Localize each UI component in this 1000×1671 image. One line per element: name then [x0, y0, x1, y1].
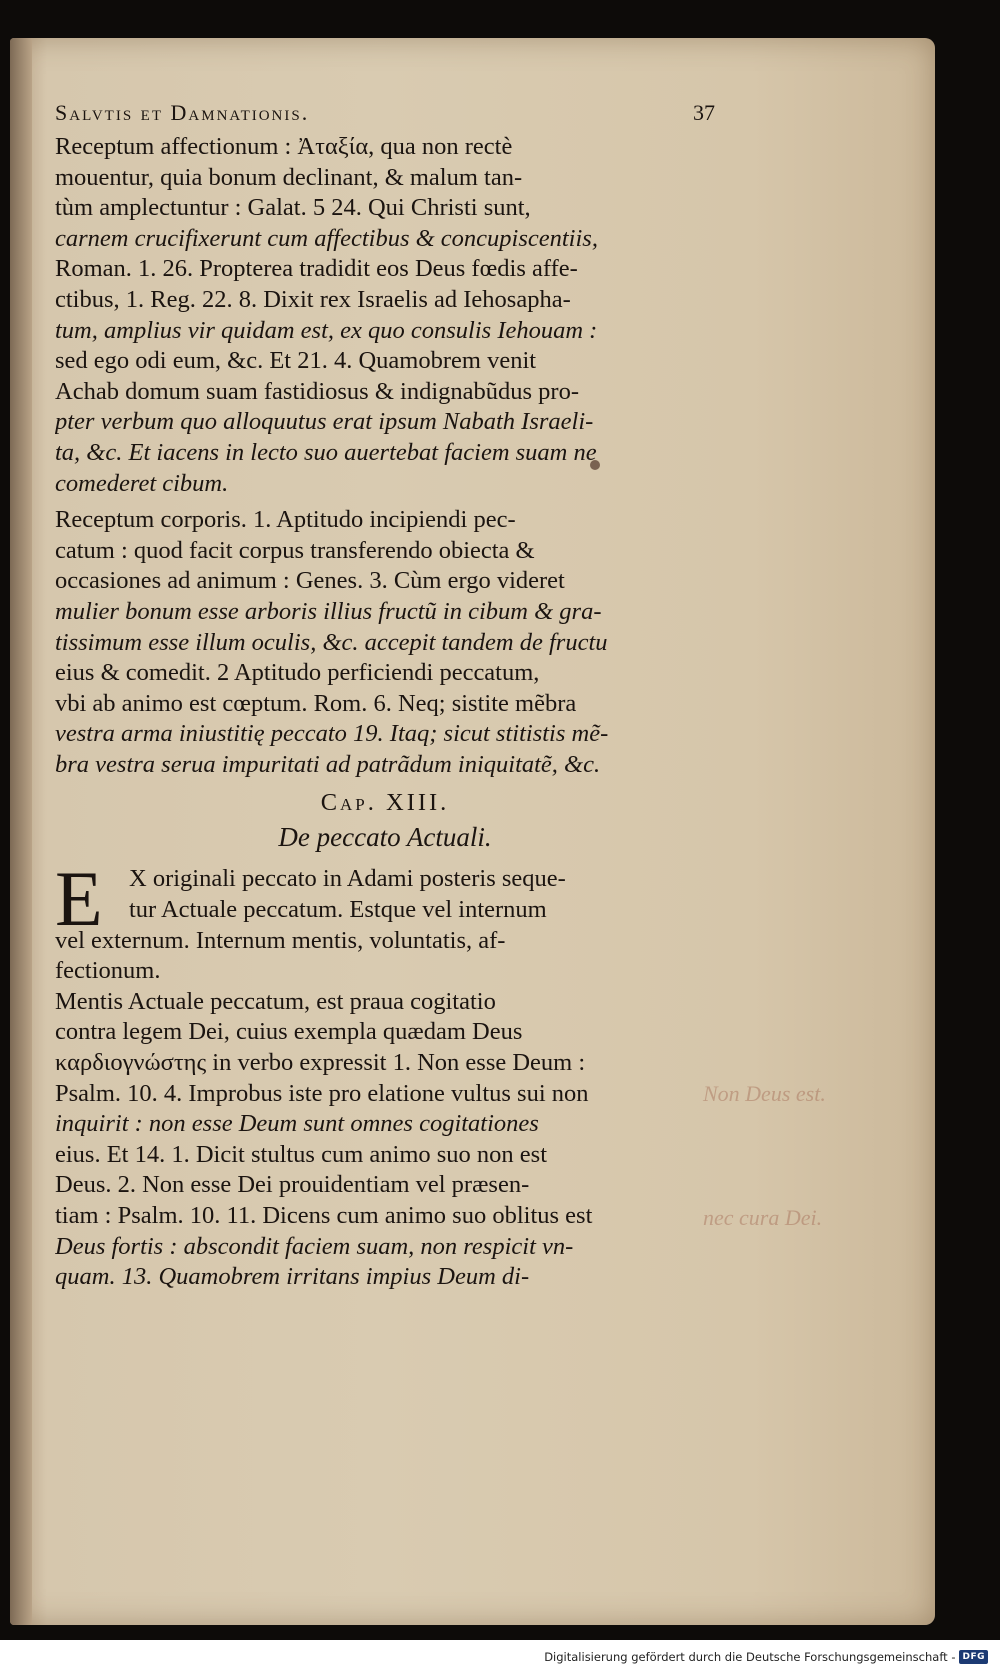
paragraph-affections: [55, 132, 715, 499]
text-line: ctibus, 1. Reg. 22. 8. Dixit rex Israelis ad Iehosapha-: [55, 285, 571, 313]
text-line: ta, &c. Et iacens in lecto suo auertebat faciem suam ne: [55, 438, 597, 466]
text-line: comederet cibum.: [55, 469, 229, 497]
text-line: inquirit : non esse Deum sunt omnes cogitationes: [55, 1110, 539, 1138]
drop-cap-initial: E: [55, 855, 103, 943]
text-line: Receptum corporis. 1. Aptitudo incipiendi pec-: [55, 506, 516, 534]
book-spine-edge: [10, 38, 32, 1625]
chapter-title: De peccato Actuali.: [278, 822, 492, 853]
text-line: sed ego odi eum, &c. Et 21. 4. Quamobrem venit: [55, 347, 537, 375]
text-line: vestra arma iniustitię peccato 19. Itaq; sicut stitistis mẽ-: [55, 720, 609, 748]
text-line: eius & comedit. 2 Aptitudo perficiendi peccatum,: [55, 659, 540, 687]
text-line: fectionum.: [55, 957, 161, 985]
text-line: Deus fortis : abscondit faciem suam, non respicit vn-: [55, 1232, 574, 1260]
text-line: tum, amplius vir quidam est, ex quo consulis Iehouam :: [55, 316, 598, 344]
paragraph-body: [55, 505, 715, 780]
text-line: X originali peccato in Adami posteris seque-: [129, 865, 566, 893]
text-line: vel externum. Internum mentis, voluntatis, af-: [55, 926, 506, 954]
text-line: καρδιογνώστης in verbo expressit 1. Non esse Deum :: [55, 1049, 586, 1077]
text-line: tissimum esse illum oculis, &c. accepit tandem de fructu: [55, 628, 608, 656]
text-line: eius. Et 14. 1. Dicit stultus cum animo suo non est: [55, 1140, 548, 1168]
text-line: vbi ab animo est cœptum. Rom. 6. Neq; sistite mẽbra: [55, 689, 577, 717]
text-line: pter verbum quo alloquutus erat ipsum Nabath Israeli-: [55, 408, 594, 436]
running-head: [55, 98, 715, 132]
text-line: mouentur, quia bonum declinant, & malum tan-: [55, 163, 523, 191]
page-number: 37: [693, 100, 715, 125]
dfg-logo: DFG: [959, 1650, 988, 1664]
text-line: quam. 13. Quamobrem irritans impius Deum di-: [55, 1263, 530, 1291]
text-line: tur Actuale peccatum. Estque vel internum: [129, 896, 547, 924]
text-line: Deus. 2. Non esse Dei prouidentiam vel præsen-: [55, 1171, 530, 1199]
text-block: [55, 98, 715, 1293]
text-line: tùm amplectuntur : Galat. 5 24. Qui Christi sunt,: [55, 194, 531, 222]
text-line: Mentis Actuale peccatum, est praua cogitatio: [55, 987, 496, 1015]
text-line: tiam : Psalm. 10. 11. Dicens cum animo suo oblitus est: [55, 1202, 593, 1229]
text-line: occasiones ad animum : Genes. 3. Cùm ergo videret: [55, 567, 565, 595]
text-line: contra legem Dei, cuius exempla quædam Deus: [55, 1018, 523, 1046]
text-line: Receptum affectionum : Ἀταξία, qua non rectè: [55, 133, 513, 160]
credit-text: Digitalisierung gefördert durch die Deutsche Forschungsgemeinschaft -: [544, 1650, 956, 1664]
text-line: Roman. 1. 26. Propterea tradidit eos Deus fœdis affe-: [55, 255, 578, 283]
chapter-first-paragraph: [55, 855, 715, 986]
text-line: Psalm. 10. 4. Improbus iste pro elatione vultus sui non: [55, 1079, 589, 1107]
paragraph-mentis: [55, 987, 715, 1293]
text-line: carnem crucifixerunt cum affectibus & concupiscentiis,: [55, 224, 598, 252]
text-line: mulier bonum esse arboris illius fructũ in cibum & gra-: [55, 597, 602, 625]
digitization-credit: [544, 1647, 988, 1667]
text-line: Achab domum suam fastidiosus & indignabũdus pro-: [55, 377, 579, 405]
text-line: bra vestra serua impuritati ad patrãdum iniquitatẽ, &c.: [55, 750, 601, 778]
margin-note: Non Deus est.: [703, 1081, 826, 1106]
margin-note: nec cura Dei.: [703, 1205, 823, 1230]
text-line: catum : quod facit corpus transferendo obiecta &: [55, 536, 535, 564]
chapter-number: Cap. XIII.: [320, 789, 450, 817]
running-head-title: Salvtis et Damnationis.: [55, 100, 310, 125]
book-page: [10, 38, 935, 1625]
